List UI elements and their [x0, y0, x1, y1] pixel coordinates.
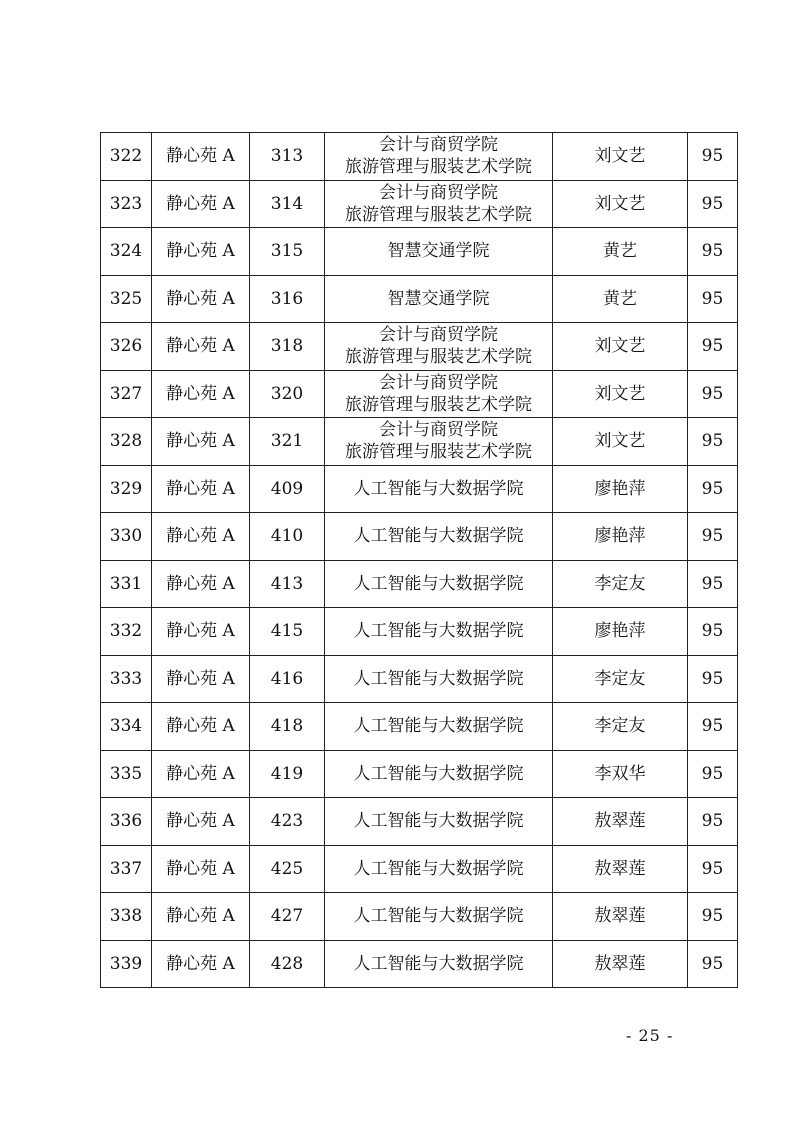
room-cell: 318 [250, 323, 325, 371]
row-number-cell: 325 [101, 275, 152, 323]
college-cell [325, 845, 553, 893]
college-name: 人工智能与大数据学院 [353, 621, 524, 642]
building-cell: 静心苑 A [152, 133, 250, 181]
row-number-cell: 326 [101, 323, 152, 371]
teacher-cell: 李双华 [553, 750, 688, 798]
room-cell: 419 [250, 750, 325, 798]
room-cell: 413 [250, 560, 325, 608]
college-name: 人工智能与大数据学院 [353, 668, 524, 689]
college-cell [325, 418, 553, 466]
row-number-cell: 330 [101, 513, 152, 561]
college-cell [325, 750, 553, 798]
dormitory-table [100, 132, 738, 988]
table-row [101, 703, 738, 751]
table-body [101, 133, 738, 988]
table-row [101, 323, 738, 371]
college-cell [325, 798, 553, 846]
building-cell: 静心苑 A [152, 845, 250, 893]
college-name: 人工智能与大数据学院 [353, 953, 524, 974]
college-name: 智慧交通学院 [387, 288, 490, 309]
row-number-cell: 335 [101, 750, 152, 798]
table-row [101, 180, 738, 228]
building-cell: 静心苑 A [152, 703, 250, 751]
college-cell [325, 893, 553, 941]
teacher-cell: 廖艳萍 [553, 465, 688, 513]
room-cell: 423 [250, 798, 325, 846]
room-cell: 320 [250, 370, 325, 418]
score-cell: 95 [688, 560, 738, 608]
score-cell: 95 [688, 845, 738, 893]
teacher-cell: 廖艳萍 [553, 513, 688, 561]
building-cell: 静心苑 A [152, 940, 250, 988]
row-number-cell: 323 [101, 180, 152, 228]
room-cell: 313 [250, 133, 325, 181]
room-cell: 314 [250, 180, 325, 228]
college-name: 智慧交通学院 [387, 241, 490, 262]
table-row [101, 845, 738, 893]
building-cell: 静心苑 A [152, 655, 250, 703]
table-row [101, 418, 738, 466]
college-name: 旅游管理与服装艺术学院 [345, 347, 532, 368]
room-cell: 425 [250, 845, 325, 893]
college-name: 会计与商贸学院 [379, 182, 498, 203]
room-cell: 416 [250, 655, 325, 703]
page-number: - 25 - [626, 1026, 674, 1045]
table-row [101, 133, 738, 181]
score-cell: 95 [688, 750, 738, 798]
row-number-cell: 337 [101, 845, 152, 893]
college-name: 旅游管理与服装艺术学院 [345, 204, 532, 225]
college-name: 人工智能与大数据学院 [353, 763, 524, 784]
college-name: 人工智能与大数据学院 [353, 526, 524, 547]
row-number-cell: 329 [101, 465, 152, 513]
score-cell: 95 [688, 465, 738, 513]
score-cell: 95 [688, 798, 738, 846]
row-number-cell: 331 [101, 560, 152, 608]
building-cell: 静心苑 A [152, 465, 250, 513]
teacher-cell: 李定友 [553, 703, 688, 751]
college-name: 旅游管理与服装艺术学院 [345, 157, 532, 178]
building-cell: 静心苑 A [152, 608, 250, 656]
building-cell: 静心苑 A [152, 180, 250, 228]
building-cell: 静心苑 A [152, 513, 250, 561]
building-cell: 静心苑 A [152, 750, 250, 798]
score-cell: 95 [688, 655, 738, 703]
building-cell: 静心苑 A [152, 323, 250, 371]
teacher-cell: 廖艳萍 [553, 608, 688, 656]
room-cell: 415 [250, 608, 325, 656]
college-cell [325, 370, 553, 418]
teacher-cell: 黄艺 [553, 228, 688, 276]
row-number-cell: 328 [101, 418, 152, 466]
building-cell: 静心苑 A [152, 893, 250, 941]
score-cell: 95 [688, 940, 738, 988]
college-cell [325, 275, 553, 323]
room-cell: 428 [250, 940, 325, 988]
college-name: 旅游管理与服装艺术学院 [345, 442, 532, 463]
college-cell [325, 133, 553, 181]
room-cell: 315 [250, 228, 325, 276]
row-number-cell: 322 [101, 133, 152, 181]
score-cell: 95 [688, 180, 738, 228]
teacher-cell: 刘文艺 [553, 133, 688, 181]
score-cell: 95 [688, 275, 738, 323]
building-cell: 静心苑 A [152, 370, 250, 418]
score-cell: 95 [688, 323, 738, 371]
table-row [101, 750, 738, 798]
row-number-cell: 336 [101, 798, 152, 846]
teacher-cell: 刘文艺 [553, 323, 688, 371]
row-number-cell: 327 [101, 370, 152, 418]
teacher-cell: 李定友 [553, 560, 688, 608]
building-cell: 静心苑 A [152, 560, 250, 608]
table-row [101, 798, 738, 846]
building-cell: 静心苑 A [152, 275, 250, 323]
table-row [101, 465, 738, 513]
row-number-cell: 332 [101, 608, 152, 656]
room-cell: 409 [250, 465, 325, 513]
building-cell: 静心苑 A [152, 418, 250, 466]
college-cell [325, 655, 553, 703]
table-row [101, 560, 738, 608]
teacher-cell: 刘文艺 [553, 370, 688, 418]
teacher-cell: 敖翠莲 [553, 940, 688, 988]
score-cell: 95 [688, 703, 738, 751]
teacher-cell: 敖翠莲 [553, 893, 688, 941]
college-cell [325, 940, 553, 988]
table-row [101, 228, 738, 276]
row-number-cell: 334 [101, 703, 152, 751]
room-cell: 321 [250, 418, 325, 466]
teacher-cell: 刘文艺 [553, 418, 688, 466]
college-name: 会计与商贸学院 [379, 372, 498, 393]
building-cell: 静心苑 A [152, 228, 250, 276]
college-cell [325, 703, 553, 751]
college-name: 会计与商贸学院 [379, 325, 498, 346]
college-name: 人工智能与大数据学院 [353, 716, 524, 737]
score-cell: 95 [688, 513, 738, 561]
college-name: 人工智能与大数据学院 [353, 906, 524, 927]
college-cell [325, 608, 553, 656]
score-cell: 95 [688, 608, 738, 656]
teacher-cell: 黄艺 [553, 275, 688, 323]
college-cell [325, 180, 553, 228]
table-row [101, 608, 738, 656]
room-cell: 418 [250, 703, 325, 751]
table-row [101, 513, 738, 561]
table-row [101, 940, 738, 988]
row-number-cell: 324 [101, 228, 152, 276]
college-cell [325, 228, 553, 276]
college-cell [325, 323, 553, 371]
room-cell: 410 [250, 513, 325, 561]
room-cell: 316 [250, 275, 325, 323]
table-row [101, 655, 738, 703]
row-number-cell: 338 [101, 893, 152, 941]
table-row [101, 893, 738, 941]
row-number-cell: 339 [101, 940, 152, 988]
college-name: 旅游管理与服装艺术学院 [345, 394, 532, 415]
teacher-cell: 李定友 [553, 655, 688, 703]
row-number-cell: 333 [101, 655, 152, 703]
college-name: 会计与商贸学院 [379, 420, 498, 441]
college-name: 会计与商贸学院 [379, 135, 498, 156]
teacher-cell: 敖翠莲 [553, 845, 688, 893]
teacher-cell: 敖翠莲 [553, 798, 688, 846]
score-cell: 95 [688, 133, 738, 181]
college-name: 人工智能与大数据学院 [353, 573, 524, 594]
score-cell: 95 [688, 228, 738, 276]
building-cell: 静心苑 A [152, 798, 250, 846]
teacher-cell: 刘文艺 [553, 180, 688, 228]
table-row [101, 275, 738, 323]
college-name: 人工智能与大数据学院 [353, 478, 524, 499]
college-cell [325, 465, 553, 513]
college-cell [325, 513, 553, 561]
college-name: 人工智能与大数据学院 [353, 811, 524, 832]
table-row [101, 370, 738, 418]
college-name: 人工智能与大数据学院 [353, 858, 524, 879]
room-cell: 427 [250, 893, 325, 941]
college-cell [325, 560, 553, 608]
score-cell: 95 [688, 370, 738, 418]
score-cell: 95 [688, 418, 738, 466]
score-cell: 95 [688, 893, 738, 941]
